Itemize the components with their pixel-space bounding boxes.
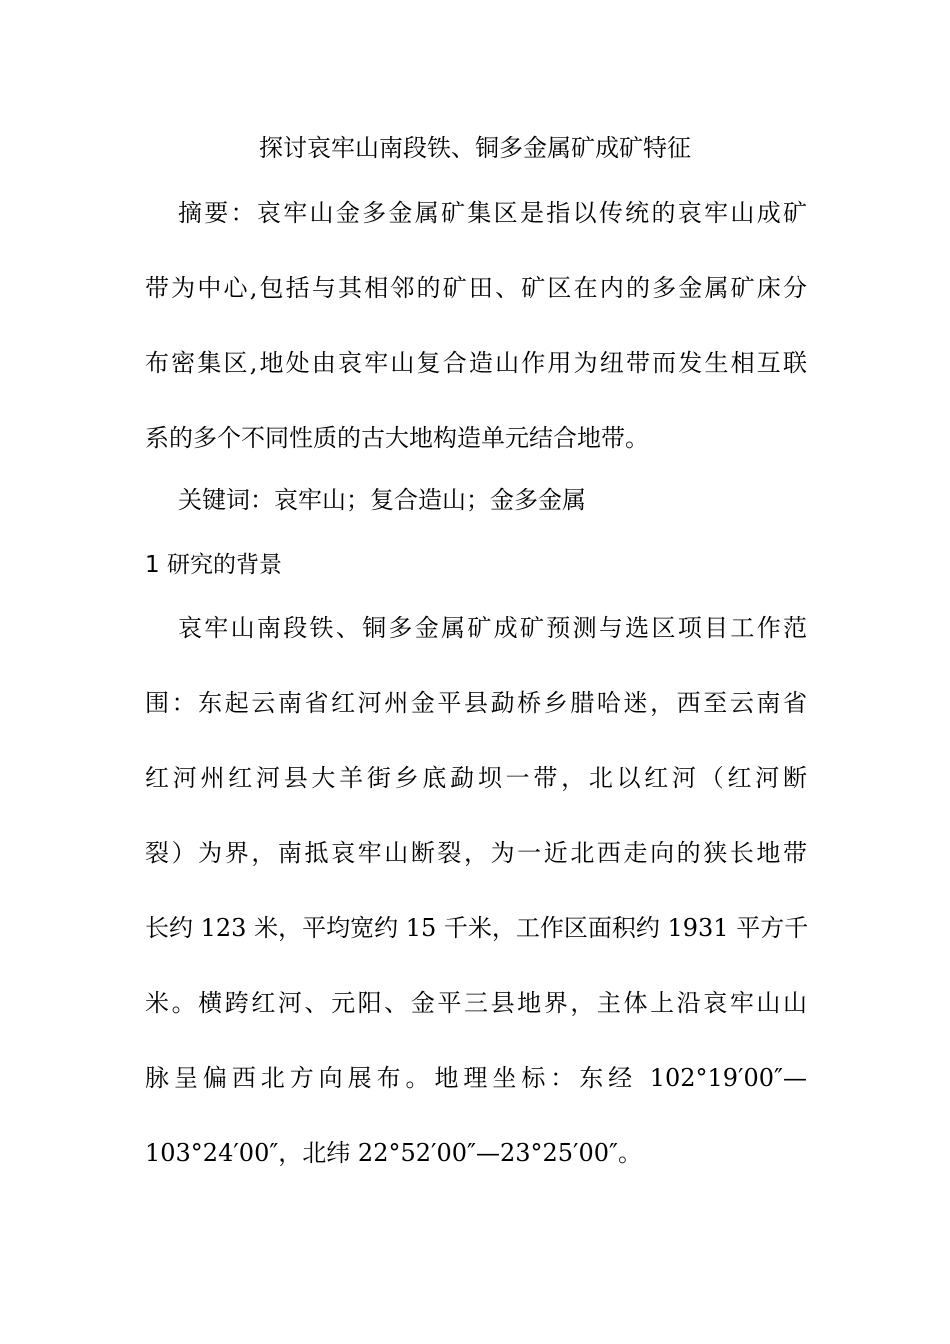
body-line: 米。横跨红河、元阳、金平三县地界，主体上沿哀牢山山: [145, 989, 807, 1017]
body-line: 长约 123 米，平均宽约 15 千米，工作区面积约 1931 平方千: [145, 914, 809, 942]
body-line: 红河州红河县大羊街乡底勐坝一带，北以红河（红河断: [145, 764, 807, 792]
body-line: 裂）为界，南抵哀牢山断裂，为一近北西走向的狭长地带: [145, 839, 807, 867]
section-heading: 1 研究的背景: [145, 552, 282, 578]
body-line: 103°24′00″，北纬 22°52′00″—23°25′00″。: [145, 1139, 642, 1167]
abstract-line: 布密集区,地处由哀牢山复合造山作用为纽带而发生相互联: [145, 349, 807, 377]
document-title: 探讨哀牢山南段铁、铜多金属矿成矿特征: [259, 134, 691, 162]
abstract-line: 摘要：哀牢山金多金属矿集区是指以传统的哀牢山成矿: [178, 199, 807, 227]
body-line: 哀牢山南段铁、铜多金属矿成矿预测与选区项目工作范: [178, 614, 807, 642]
body-line: 脉呈偏西北方向展布。地理坐标：东经 102°19′00″—: [145, 1064, 807, 1092]
abstract-line: 系的多个不同性质的古大地构造单元结合地带。: [145, 424, 649, 452]
abstract-line: 带为中心,包括与其相邻的矿田、矿区在内的多金属矿床分: [145, 274, 807, 302]
keywords-line: 关键词：哀牢山；复合造山；金多金属: [178, 486, 586, 514]
body-line: 围：东起云南省红河州金平县勐桥乡腊哈迷，西至云南省: [145, 689, 807, 717]
